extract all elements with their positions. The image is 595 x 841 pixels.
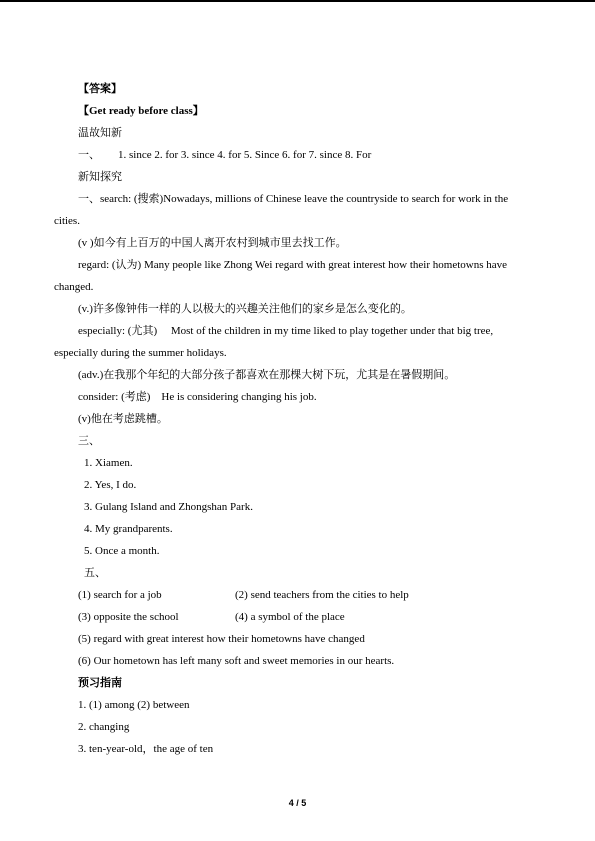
regard-line: regard: (认为) Many people like Zhong Wei regard with great interest how their hometowns have bbox=[78, 259, 508, 271]
section-five-number: 五、 bbox=[84, 567, 106, 579]
answer-content bbox=[54, 78, 544, 760]
answer-heading: 【答案】 bbox=[78, 83, 122, 95]
search-translation: (v )如今有上百万的中国人离开农村到城市里去找工作。 bbox=[78, 237, 347, 249]
list-item: 2. Yes, I do. bbox=[84, 479, 137, 491]
regard-translation: (v.)许多像钟伟一样的人以极大的兴趣关注他们的家乡是怎么变化的。 bbox=[78, 303, 412, 315]
list-item: 3. ten-year-old，the age of ten bbox=[78, 743, 214, 755]
section-five-row-1 bbox=[54, 584, 544, 606]
section-one-answers: 1. since 2. for 3. since 4. for 5. Since 6. for 7. since 8. For bbox=[118, 149, 372, 161]
section-three-number: 三、 bbox=[78, 435, 100, 447]
section-one bbox=[54, 144, 544, 166]
list-item: 2. changing bbox=[78, 721, 130, 733]
section-one-number: 一、 bbox=[78, 149, 100, 161]
list-item: 1. Xiamen. bbox=[84, 457, 133, 469]
search-line-cont: cities. bbox=[54, 215, 80, 227]
page-number: 4 / 5 bbox=[288, 798, 307, 808]
top-rule bbox=[0, 0, 595, 2]
consider-line: consider: (考虑) He is considering changing his job. bbox=[78, 391, 317, 403]
section-five-item-1: (1) search for a job bbox=[78, 589, 162, 601]
section-five-item-6: (6) Our hometown has left many soft and sweet memories in our hearts. bbox=[78, 655, 395, 667]
consider-translation: (v)他在考虑跳槽。 bbox=[78, 413, 168, 425]
section-five-row-2 bbox=[54, 606, 544, 628]
especially-line-cont: especially during the summer holidays. bbox=[54, 347, 227, 359]
review-label: 温故知新 bbox=[78, 127, 122, 139]
new-knowledge-label: 新知探究 bbox=[78, 171, 122, 183]
especially-translation: (adv.)在我那个年纪的大部分孩子都喜欢在那棵大树下玩，尤其是在暑假期间。 bbox=[78, 369, 456, 381]
section-five-item-4: (4) a symbol of the place bbox=[235, 611, 345, 623]
especially-line: especially: (尤其) Most of the children in my time liked to play together under that big tree, bbox=[78, 325, 494, 337]
list-item: 3. Gulang Island and Zhongshan Park. bbox=[84, 501, 253, 513]
list-item: 5. Once a month. bbox=[84, 545, 160, 557]
section-five-item-5: (5) regard with great interest how their hometowns have changed bbox=[78, 633, 365, 645]
list-item: 1. (1) among (2) between bbox=[78, 699, 190, 711]
regard-line-cont: changed. bbox=[54, 281, 94, 293]
list-item: 4. My grandparents. bbox=[84, 523, 173, 535]
search-line: 一、search: (搜索)Nowadays, millions of Chinese leave the countryside to search for work in the bbox=[78, 193, 509, 205]
section-five-item-2: (2) send teachers from the cities to help bbox=[235, 589, 409, 601]
section-five-item-3: (3) opposite the school bbox=[78, 611, 179, 623]
guide-label: 预习指南 bbox=[78, 677, 122, 689]
get-ready-heading: 【Get ready before class】 bbox=[78, 105, 204, 117]
